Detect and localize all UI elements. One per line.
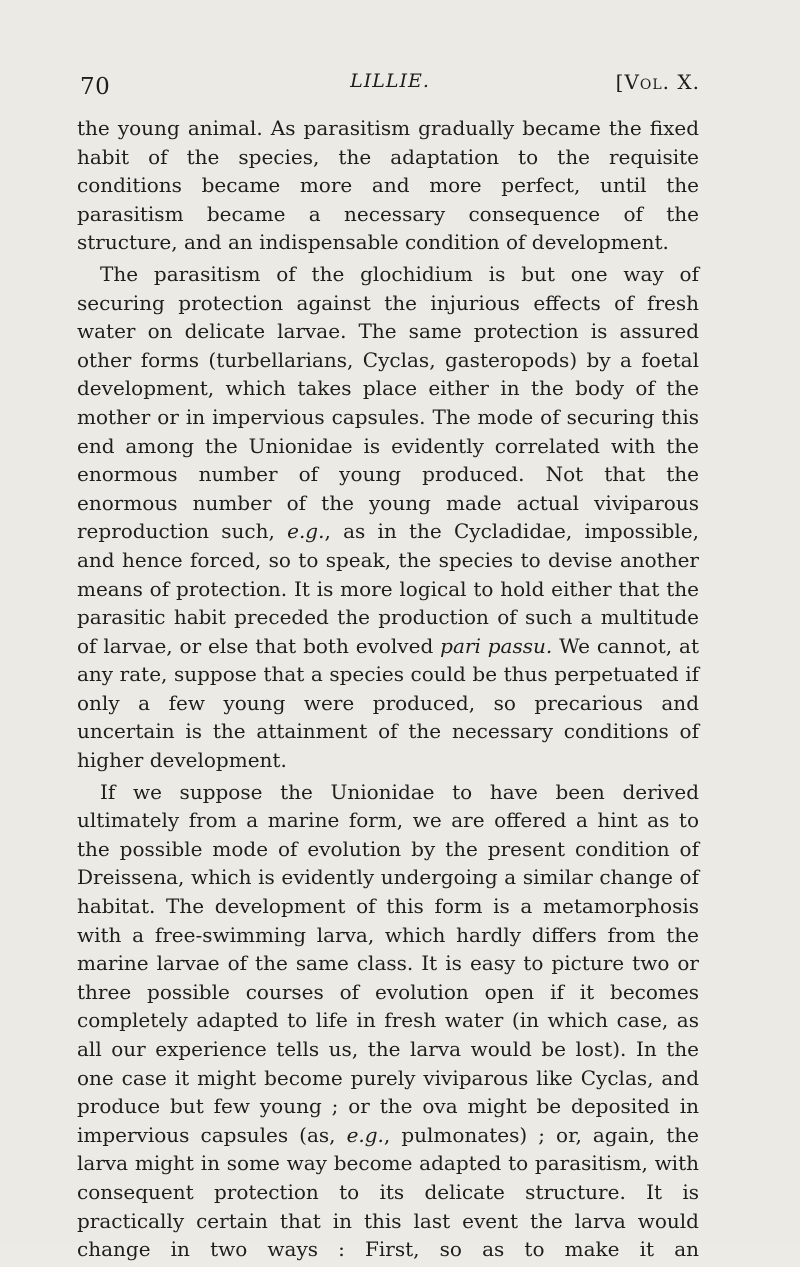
italic-text: e.g. [287,519,325,544]
body-text [77,114,699,1267]
volume-label: [Vol. X. [615,70,700,94]
italic-text: e.g. [346,1122,384,1147]
paragraph [77,778,699,1264]
text-segment: , as in the Cycladidae, impossible, and hence forced, so to speak, the species to devise another means of protection. It is more logical to hold either that the parasitic habit preceded the production of such a multitude of larvae, or else that both evolved [77,519,699,658]
text-segment: , pulmonates) ; or, again, the larva might in some way become adapted to parasitism, with consequent protection to its delicate structure. It is practically certain that in this last event the larva would change in two ways : First, so as to make it an [77,1122,699,1262]
text-segment: The parasitism of the glochidium is but one way of securing protection against the injurious effects of fresh water on delicate larvae. The same protection is assured other forms (turbellarians, Cyclas, gasteropods) by a foetal development, which takes place either in the body of the mother or in impervious capsules. The mode of securing this end among the Unionidae is evidently correlated with the enormous number of young produced. Not that the enormous number of the young made actual viviparous reproduction such, [77,261,699,544]
page-header [80,70,700,104]
page-number: 70 [80,74,111,100]
text-segment: If we suppose the Unionidae to have been derived ultimately from a marine form, we are offered a hint as to the possible mode of evolution by the present condition of Dreissena, which is evidently undergoing a similar change of habitat. The development of this form is a metamorphosis with a free-swimming larva, which hardly differs from the marine larvae of the same class. It is easy to picture two or three possible courses of evolution open if it becomes completely adapted to life in fresh water (in which case, as all our experience tells us, the larva would be lost). In the one case it might become purely viviparous like Cyclas, and produce but few young ; or the ova might be deposited in impervious capsules (as, [77,779,699,1147]
running-head: LILLIE. [350,70,430,92]
text-segment: We cannot, at any rate, suppose that a species could be thus perpetuated if only a few young were produced, so precarious and uncertain is the attainment of the necessary conditions of higher development. [77,633,700,773]
text-segment: the young animal. As parasitism gradually became the fixed habit of the species, the adaptation to the requisite conditions became more and more perfect, until the parasitism became a necessary consequence of the structure, and an indispensable condition of development. [77,116,699,255]
italic-text: pari passu. [440,633,553,658]
paragraph [77,260,699,775]
paragraph [77,114,699,257]
